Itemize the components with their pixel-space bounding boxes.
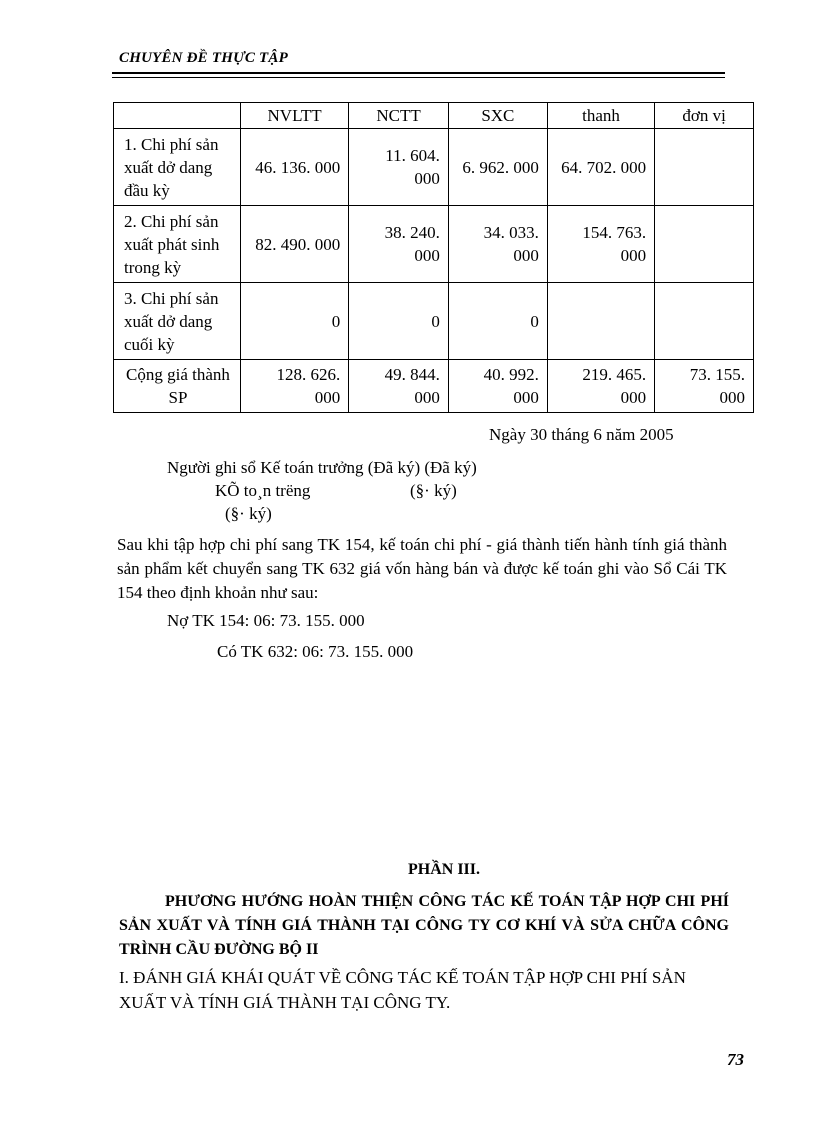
table-header-cell: NCTT <box>349 103 449 129</box>
table-cell: 82. 490. 000 <box>241 206 349 283</box>
signature-line-1: Người ghi sổ Kế toán trưởng (Đã ký) (Đã ký) <box>167 458 477 477</box>
table-header-cell: đơn vị <box>655 103 754 129</box>
table-cell: 219. 465. 000 <box>547 360 654 413</box>
table-cell: 6. 962. 000 <box>448 129 547 206</box>
table-header-cell: thanh <box>547 103 654 129</box>
cost-summary-table <box>113 102 754 413</box>
table-header-cell <box>114 103 241 129</box>
table-cell: 73. 155. 000 <box>655 360 754 413</box>
table-row-label: 3. Chi phí sản xuất dở dang cuối kỳ <box>114 283 241 360</box>
header-rule <box>112 72 725 78</box>
table-row-label: Cộng giá thành SP <box>114 360 241 413</box>
table-cell: 0 <box>448 283 547 360</box>
page-number: 73 <box>727 1050 744 1069</box>
table-row-label: 1. Chi phí sản xuất dở dang đầu kỳ <box>114 129 241 206</box>
table-cell: 0 <box>241 283 349 360</box>
table-header-row <box>114 103 754 129</box>
signature-line-3: (§· ký) <box>225 504 272 523</box>
table-cell: 64. 702. 000 <box>547 129 654 206</box>
page-header-title: CHUYÊN ĐỀ THỰC TẬP <box>119 50 288 66</box>
table-cell: 40. 992. 000 <box>448 360 547 413</box>
table-cell <box>655 129 754 206</box>
table-cell: 34. 033. 000 <box>448 206 547 283</box>
table-cell: 128. 626. 000 <box>241 360 349 413</box>
table-row-label: 2. Chi phí sản xuất phát sinh trong kỳ <box>114 206 241 283</box>
body-paragraph: Sau khi tập hợp chi phí sang TK 154, kế toán chi phí - giá thành tiến hành tính giá thành sản phẩm kết chuyển sang TK 632 giá vốn hàng bán và được kế toán ghi vào Sổ Cái TK 154 theo định khoản như sau: <box>117 535 727 602</box>
table-cell <box>655 206 754 283</box>
table-cell: 0 <box>349 283 449 360</box>
table-cell: 11. 604. 000 <box>349 129 449 206</box>
table-cell: 38. 240. 000 <box>349 206 449 283</box>
signature-line-2b: (§· ký) <box>410 481 457 500</box>
part-title: PHƯƠNG HƯỚNG HOÀN THIỆN CÔNG TÁC KẾ TOÁN TẬP HỢP CHI PHÍ SẢN XUẤT VÀ TÍNH GIÁ THÀNH TẠI CÔNG TY CƠ KHÍ VÀ SỬA CHỮA CÔNG TRÌNH CẦU ĐƯỜNG BỘ II <box>119 893 729 958</box>
table-row <box>114 360 754 413</box>
table-header-cell: NVLTT <box>241 103 349 129</box>
table-cell <box>547 283 654 360</box>
table-cell: 49. 844. 000 <box>349 360 449 413</box>
table-header-cell: SXC <box>448 103 547 129</box>
part-number: PHẦN III. <box>408 861 481 878</box>
table-row <box>114 206 754 283</box>
table-cell <box>655 283 754 360</box>
table-row <box>114 283 754 360</box>
table-cell: 46. 136. 000 <box>241 129 349 206</box>
debit-entry: Nợ TK 154: 06: 73. 155. 000 <box>167 611 365 630</box>
table-cell: 154. 763. 000 <box>547 206 654 283</box>
credit-entry: Có TK 632: 06: 73. 155. 000 <box>217 642 414 661</box>
table-row <box>114 129 754 206</box>
date-line: Ngày 30 tháng 6 năm 2005 <box>489 425 674 444</box>
signature-line-2a: KÕ to¸n trëng <box>215 481 311 500</box>
section-heading: I. ĐÁNH GIÁ KHÁI QUÁT VỀ CÔNG TÁC KẾ TOÁN TẬP HỢP CHI PHÍ SẢN XUẤT VÀ TÍNH GIÁ THÀNH TẠI CÔNG TY. <box>119 968 686 1012</box>
